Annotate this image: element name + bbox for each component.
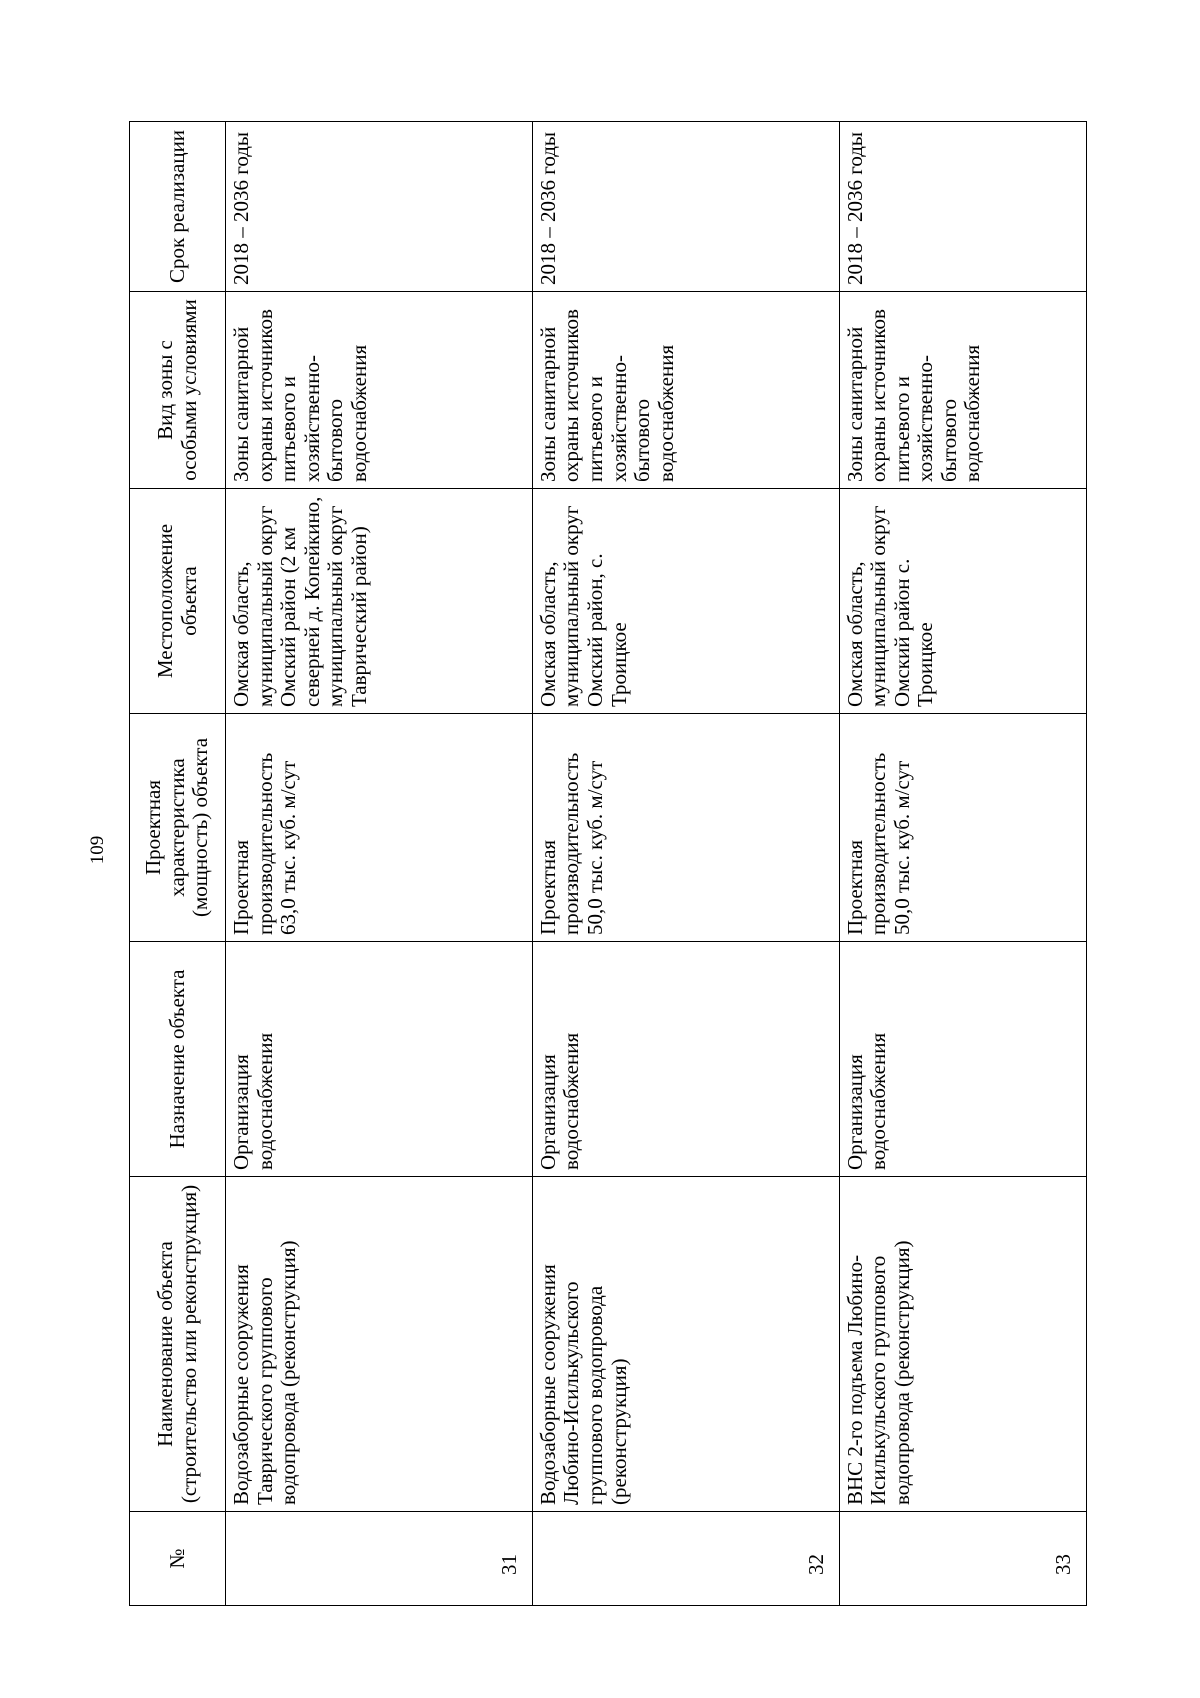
row-name: ВНС 2-го подъема Любино-Исилькульского группового водопровода (реконструкция) <box>839 1177 1086 1512</box>
row-num: 33 <box>839 1512 1086 1606</box>
header-name: Наименование объекта (строительство или реконструкция) <box>130 1177 226 1512</box>
row-zone: Зоны санитарной охраны источников питьевого и хозяйственно-бытового водоснабжения <box>532 292 839 489</box>
row-name: Водозаборные сооружения Таврического группового водопровода (реконструкция) <box>226 1177 533 1512</box>
row-purpose: Организация водоснабжения <box>839 942 1086 1177</box>
header-term: Срок реализации <box>130 122 226 292</box>
row-characteristic: Проектная производительность 50,0 тыс. куб. м/сут <box>839 714 1086 942</box>
row-location: Омская область, муниципальный округ Омский район (2 км северней д. Копейкино, муниципальный округ Таврический район) <box>226 489 533 714</box>
header-purpose: Назначение объекта <box>130 942 226 1177</box>
row-zone: Зоны санитарной охраны источников питьевого и хозяйственно-бытового водоснабжения <box>226 292 533 489</box>
row-purpose: Организация водоснабжения <box>532 942 839 1177</box>
row-num: 31 <box>226 1512 533 1606</box>
row-term: 2018 – 2036 годы <box>839 122 1086 292</box>
header-num: № <box>130 1512 226 1606</box>
table-row <box>532 122 839 1606</box>
table-row <box>226 122 533 1606</box>
table-row <box>839 122 1086 1606</box>
row-characteristic: Проектная производительность 63,0 тыс. куб. м/сут <box>226 714 533 942</box>
objects-table <box>129 121 1087 1606</box>
row-num: 32 <box>532 1512 839 1606</box>
header-zone: Вид зоны с особыми условиями <box>130 292 226 489</box>
row-zone: Зоны санитарной охраны источников питьевого и хозяйственно-бытового водоснабжения <box>839 292 1086 489</box>
row-name: Водозаборные сооружения Любино-Исилькульского группового водопровода (реконструкция) <box>532 1177 839 1512</box>
row-term: 2018 – 2036 годы <box>226 122 533 292</box>
row-purpose: Организация водоснабжения <box>226 942 533 1177</box>
table-header-row <box>130 122 226 1606</box>
page-number-text: 109 <box>87 835 108 865</box>
row-term: 2018 – 2036 годы <box>532 122 839 292</box>
row-location: Омская область, муниципальный округ Омский район, с. Троицкое <box>532 489 839 714</box>
header-location: Местоположение объекта <box>130 489 226 714</box>
rotated-table-container <box>129 122 1087 1606</box>
row-location: Омская область, муниципальный округ Омский район с. Троицкое <box>839 489 1086 714</box>
header-characteristic: Проектная характеристика (мощность) объекта <box>130 714 226 942</box>
row-characteristic: Проектная производительность 50,0 тыс. куб. м/сут <box>532 714 839 942</box>
